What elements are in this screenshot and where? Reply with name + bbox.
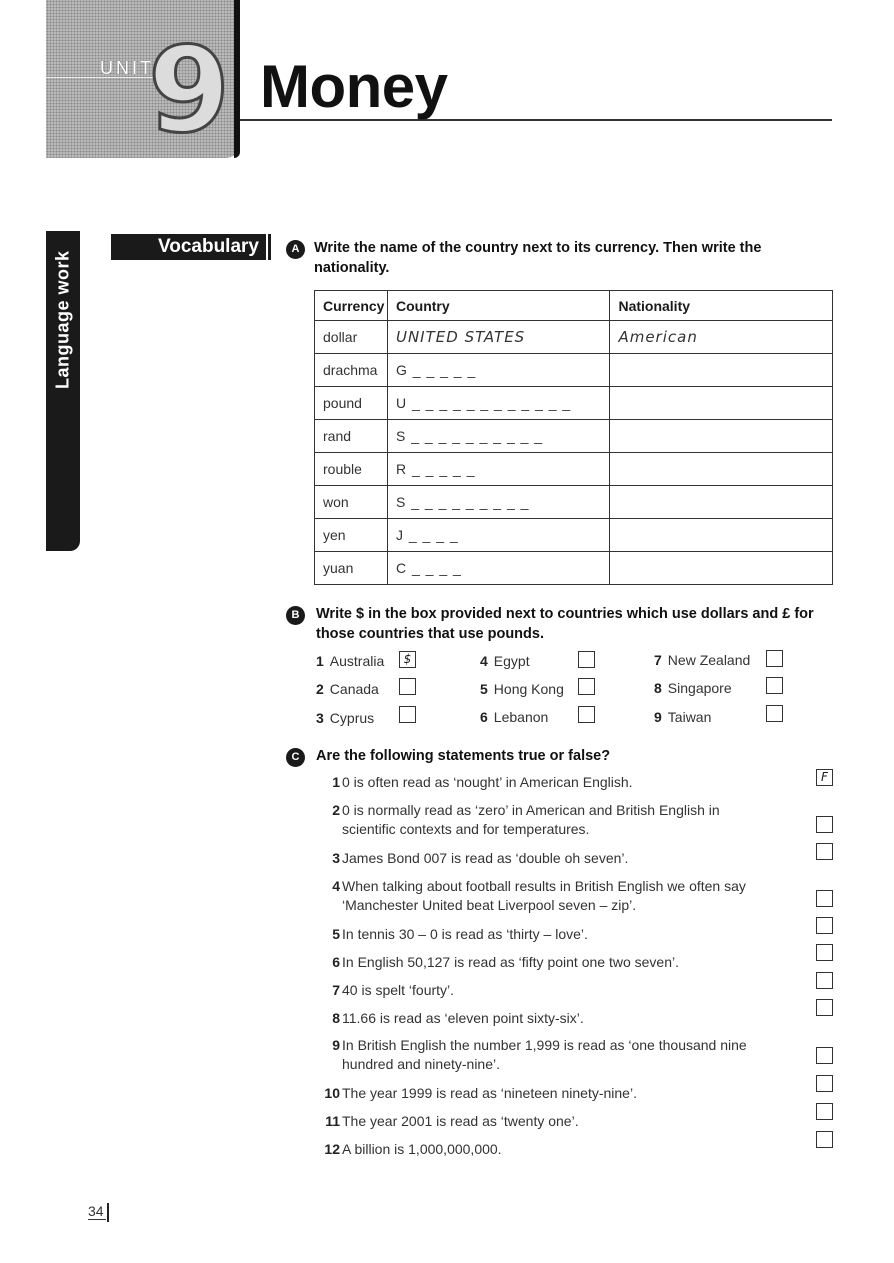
answer-box[interactable]	[816, 944, 833, 961]
answer-box[interactable]	[816, 1103, 833, 1120]
nationality-answer-cell[interactable]	[610, 552, 833, 585]
section-a-marker: A	[286, 240, 305, 259]
section-b-instruction: Write $ in the box provided next to countries which use dollars and £ for those countries that use pounds.	[316, 606, 814, 642]
currency-cell: rand	[315, 420, 388, 453]
country-answer-cell[interactable]: J _ _ _ _	[387, 519, 609, 552]
answer-box[interactable]	[766, 677, 783, 694]
answer-box[interactable]	[816, 843, 833, 860]
country-answer-cell[interactable]: G _ _ _ _ _	[387, 354, 609, 387]
answer-box[interactable]	[578, 651, 595, 668]
page-title: Money	[260, 53, 448, 120]
currency-cell: rouble	[315, 453, 388, 486]
side-tab-label: Language work	[52, 250, 73, 389]
currency-cell: yen	[315, 519, 388, 552]
nationality-answer-cell[interactable]	[610, 453, 833, 486]
table-row	[315, 420, 833, 453]
country-answer-cell[interactable]: C _ _ _ _	[387, 552, 609, 585]
list-item: 4 Egypt	[480, 653, 530, 669]
section-a-instruction: Write the name of the country next to its currency. Then write the nationality.	[314, 240, 762, 276]
section-b-marker: B	[286, 606, 305, 625]
table-row	[315, 354, 833, 387]
answer-box[interactable]	[816, 1131, 833, 1148]
unit-label: UNIT	[100, 58, 154, 78]
list-item: 6 Lebanon	[480, 709, 549, 725]
currency-table	[314, 290, 833, 585]
section-c-instruction: Are the following statements true or false?	[316, 748, 611, 764]
currency-cell: drachma	[315, 354, 388, 387]
country-answer-cell[interactable]: R _ _ _ _ _	[387, 453, 609, 486]
list-item: 7 New Zealand	[654, 652, 751, 668]
nationality-answer-cell[interactable]	[610, 486, 833, 519]
column-header-currency: Currency	[315, 291, 388, 321]
vocabulary-banner: Vocabulary	[111, 234, 271, 260]
answer-box[interactable]	[816, 816, 833, 833]
currency-cell: pound	[315, 387, 388, 420]
table-row	[315, 453, 833, 486]
country-answer-cell[interactable]: S _ _ _ _ _ _ _ _ _ _	[387, 420, 609, 453]
currency-cell: dollar	[315, 321, 388, 354]
list-item: 5 Hong Kong	[480, 681, 564, 697]
answer-box[interactable]	[816, 917, 833, 934]
section-c-marker: C	[286, 748, 305, 767]
table-header-row	[315, 291, 833, 321]
answer-box[interactable]	[816, 972, 833, 989]
table-row	[315, 486, 833, 519]
nationality-answer-cell[interactable]	[610, 354, 833, 387]
page-number: 34	[88, 1203, 104, 1219]
nationality-answer-cell[interactable]: American	[610, 321, 833, 354]
currency-cell: won	[315, 486, 388, 519]
answer-box[interactable]	[816, 1075, 833, 1092]
column-header-nationality: Nationality	[610, 291, 833, 321]
answer-box[interactable]	[766, 650, 783, 667]
list-item: 8 Singapore	[654, 680, 732, 696]
answer-box[interactable]	[816, 999, 833, 1016]
answer-box[interactable]	[399, 706, 416, 723]
side-tab	[46, 231, 80, 551]
answer-box[interactable]	[766, 705, 783, 722]
table-row	[315, 321, 833, 354]
answer-box[interactable]: F	[816, 769, 833, 786]
country-answer-cell[interactable]: S _ _ _ _ _ _ _ _ _	[387, 486, 609, 519]
nationality-answer-cell[interactable]	[610, 519, 833, 552]
list-item: 9 Taiwan	[654, 709, 712, 725]
nationality-answer-cell[interactable]	[610, 387, 833, 420]
answer-box[interactable]	[816, 890, 833, 907]
list-item: 2 Canada	[316, 681, 379, 697]
table-row	[315, 552, 833, 585]
list-item: 3 Cyprus	[316, 710, 375, 726]
country-answer-cell[interactable]: UNITED STATES	[387, 321, 609, 354]
answer-box[interactable]: $	[399, 651, 416, 668]
unit-number: 9	[148, 21, 231, 159]
table-row	[315, 519, 833, 552]
answer-box[interactable]	[399, 678, 416, 695]
table-row	[315, 387, 833, 420]
answer-box[interactable]	[816, 1047, 833, 1064]
list-item: 1 Australia	[316, 653, 385, 669]
country-answer-cell[interactable]: U _ _ _ _ _ _ _ _ _ _ _ _	[387, 387, 609, 420]
currency-cell: yuan	[315, 552, 388, 585]
column-header-country: Country	[387, 291, 609, 321]
answer-box[interactable]	[578, 678, 595, 695]
nationality-answer-cell[interactable]	[610, 420, 833, 453]
answer-box[interactable]	[578, 706, 595, 723]
